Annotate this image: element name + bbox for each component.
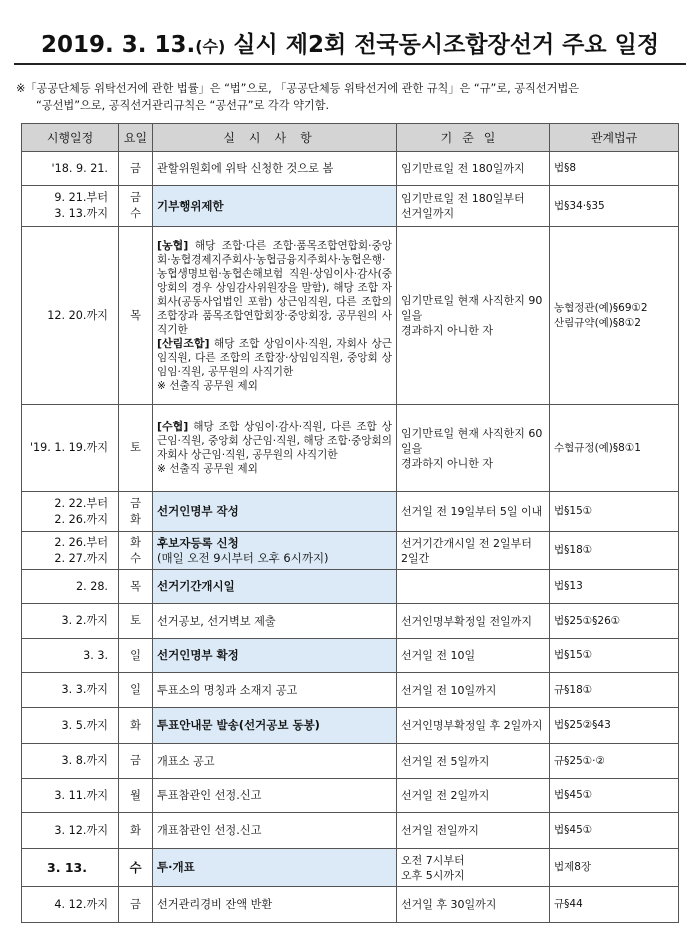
page-title (0, 26, 700, 59)
activity-cell: 선거인명부 확정 (153, 639, 397, 673)
law-cell: 법제8장 (550, 849, 679, 887)
activity-cell: 개표소 공고 (153, 744, 397, 779)
nh-heading: [농협] (157, 238, 189, 252)
law-cell: 법§18① (550, 532, 679, 570)
day-cell: 화 수 (119, 532, 153, 570)
day-cell: 목 (119, 227, 153, 405)
criteria-cell: 선거일 전 10일 (397, 639, 550, 673)
table-row (22, 639, 679, 673)
forest-heading: [산림조합] (157, 336, 210, 350)
note-line-1: ※「공공단체등 위탁선거에 관한 법률」은 “법”으로, 「공공단체등 위탁선거에 관한 규칙」은 “규”로, 공직선거법은 (16, 82, 580, 95)
date-cell: 3. 3. (22, 639, 119, 673)
law-cell: 법§13 (550, 570, 679, 604)
table-row (22, 708, 679, 744)
date-cell: 3. 5.까지 (22, 708, 119, 744)
header-date: 시행일정 (22, 124, 119, 152)
law-cell: 법§25②§43 (550, 708, 679, 744)
day-cell: 일 (119, 673, 153, 708)
criteria-cell (397, 570, 550, 604)
activity-cell: 투표참관인 선정.신고 (153, 779, 397, 813)
law-cell: 법§15① (550, 639, 679, 673)
criteria-cell: 선거일 후 30일까지 (397, 887, 550, 923)
table-row (22, 604, 679, 639)
note-line-2: “공선법”으로, 공직선거관리규칙은 “공선규”로 각각 약기함. (36, 99, 330, 112)
criteria-cell: 임기만료일 전 180일부터 선거일까지 (397, 186, 550, 227)
table-row (22, 813, 679, 849)
criteria-cell: 선거일 전 10일까지 (397, 673, 550, 708)
date-cell: 4. 12.까지 (22, 887, 119, 923)
title-weekday: (수) (195, 37, 226, 56)
date-cell: 3. 12.까지 (22, 813, 119, 849)
criteria-cell: 선거일 전 2일까지 (397, 779, 550, 813)
title-rest: 실시 제2회 전국동시조합장선거 주요 일정 (225, 32, 660, 58)
date-cell: '19. 1. 19.까지 (22, 405, 119, 492)
criteria-cell: 선거일 전 19일부터 5일 이내 (397, 492, 550, 532)
criteria-cell: 선거인명부확정일 후 2일까지 (397, 708, 550, 744)
day-cell: 금 (119, 744, 153, 779)
law-cell: 규§44 (550, 887, 679, 923)
header-criteria: 기준일 (397, 124, 550, 152)
day-cell: 금 (119, 152, 153, 186)
table-header-row (22, 124, 679, 152)
date-cell: 3. 2.까지 (22, 604, 119, 639)
law-cell: 법§45① (550, 813, 679, 849)
day-cell: 일 (119, 639, 153, 673)
activity-cell: 후보자등록 신청 (매일 오전 9시부터 오후 6시까지) (153, 532, 397, 570)
criteria-cell: 임기만료일 현재 사직한지 60일을 경과하지 아니한 자 (397, 405, 550, 492)
day-cell: 월 (119, 779, 153, 813)
date-cell: 3. 11.까지 (22, 779, 119, 813)
law-cell: 수협규정(예)§8①1 (550, 405, 679, 492)
activity-cell: 개표참관인 선정.신고 (153, 813, 397, 849)
criteria-cell: 선거일 전 5일까지 (397, 744, 550, 779)
suhyup-heading: [수협] (157, 420, 189, 433)
law-cell: 법§34·§35 (550, 186, 679, 227)
day-cell: 화 (119, 813, 153, 849)
table-row (22, 779, 679, 813)
law-cell: 법§15① (550, 492, 679, 532)
table-row (22, 186, 679, 227)
day-cell: 토 (119, 604, 153, 639)
header-activity: 실시사항 (153, 124, 397, 152)
activity-cell: 관할위원회에 위탁 신청한 것으로 봄 (153, 152, 397, 186)
table-row (22, 673, 679, 708)
criteria-cell: 임기만료일 전 180일까지 (397, 152, 550, 186)
criteria-cell: 선거일 전일까지 (397, 813, 550, 849)
title-underline (14, 63, 686, 65)
criteria-cell: 선거인명부확정일 전일까지 (397, 604, 550, 639)
activity-cell: 선거인명부 작성 (153, 492, 397, 532)
table-row (22, 152, 679, 186)
criteria-cell: 선거기간개시일 전 2일부터 2일간 (397, 532, 550, 570)
table-row (22, 570, 679, 604)
law-cell: 농협정관(예)§69①2 산림규약(예)§8①2 (550, 227, 679, 405)
day-cell: 수 (119, 849, 153, 887)
day-cell: 토 (119, 405, 153, 492)
date-cell: 12. 20.까지 (22, 227, 119, 405)
criteria-cell: 오전 7시부터 오후 5시까지 (397, 849, 550, 887)
table-row (22, 744, 679, 779)
activity-cell: 선거기간개시일 (153, 570, 397, 604)
activity-cell: 투표소의 명칭과 소재지 공고 (153, 673, 397, 708)
abbreviation-note (16, 80, 684, 114)
day-cell: 금 화 (119, 492, 153, 532)
table-row (22, 887, 679, 923)
activity-cell: [수협] 해당 조합 상임이·감사·직원, 다른 조합 상근임·직원, 중앙회 상근임·직원, 해당 조합·중앙회의 자회사 상근임·직원, 공무원의 사직기한 ※ 선출직 공무원 제외 (153, 405, 397, 492)
table-row (22, 405, 679, 492)
activity-cell: 선거공보, 선거벽보 제출 (153, 604, 397, 639)
law-cell: 규§18① (550, 673, 679, 708)
day-cell: 목 (119, 570, 153, 604)
title-date: 2019. 3. 13. (40, 32, 196, 58)
day-cell: 금 수 (119, 186, 153, 227)
activity-cell: 선거관리경비 잔액 반환 (153, 887, 397, 923)
activity-cell: 기부행위제한 (153, 186, 397, 227)
activity-cell: 투·개표 (153, 849, 397, 887)
law-cell: 법§8 (550, 152, 679, 186)
date-cell: 3. 3.까지 (22, 673, 119, 708)
date-cell: '18. 9. 21. (22, 152, 119, 186)
law-cell: 법§25①§26① (550, 604, 679, 639)
table-row (22, 227, 679, 405)
criteria-cell: 임기만료일 현재 사직한지 90일을 경과하지 아니한 자 (397, 227, 550, 405)
activity-cell: [농협] 해당 조합·다른 조합·품목조합연합회·중앙회·농협경제지주회사·농협금융지주회사·농협은행·농협생명보험·농협손해보험 직원·상임이사·감사(중앙회의 경우 상임감사위원장을 말함), 해당 조합 자회사(공동사업법인 포함) 상근임직원, 다른 조합의 조합장과 품목조합연합회장·중앙회장, 공무원의 사직기한 [산림조합] 해당 조합 상임이사·직원, 자회사 상근임직원, 다른 조합의 조합장·상임임직원, 중앙회 상임임·직원, 공무원의 사직기한 ※ 선출직 공무원 제외 (153, 227, 397, 405)
date-cell: 3. 8.까지 (22, 744, 119, 779)
table-row (22, 492, 679, 532)
activity-cell: 투표안내문 발송(선거공보 동봉) (153, 708, 397, 744)
day-cell: 화 (119, 708, 153, 744)
day-cell: 금 (119, 887, 153, 923)
date-cell: 2. 28. (22, 570, 119, 604)
date-cell: 9. 21.부터 3. 13.까지 (22, 186, 119, 227)
header-day: 요일 (119, 124, 153, 152)
date-cell: 3. 13. (22, 849, 119, 887)
date-cell: 2. 26.부터 2. 27.까지 (22, 532, 119, 570)
schedule-table (21, 123, 679, 923)
table-row (22, 849, 679, 887)
law-cell: 규§25①·② (550, 744, 679, 779)
law-cell: 법§45① (550, 779, 679, 813)
table-row (22, 532, 679, 570)
date-cell: 2. 22.부터 2. 26.까지 (22, 492, 119, 532)
header-law: 관계법규 (550, 124, 679, 152)
